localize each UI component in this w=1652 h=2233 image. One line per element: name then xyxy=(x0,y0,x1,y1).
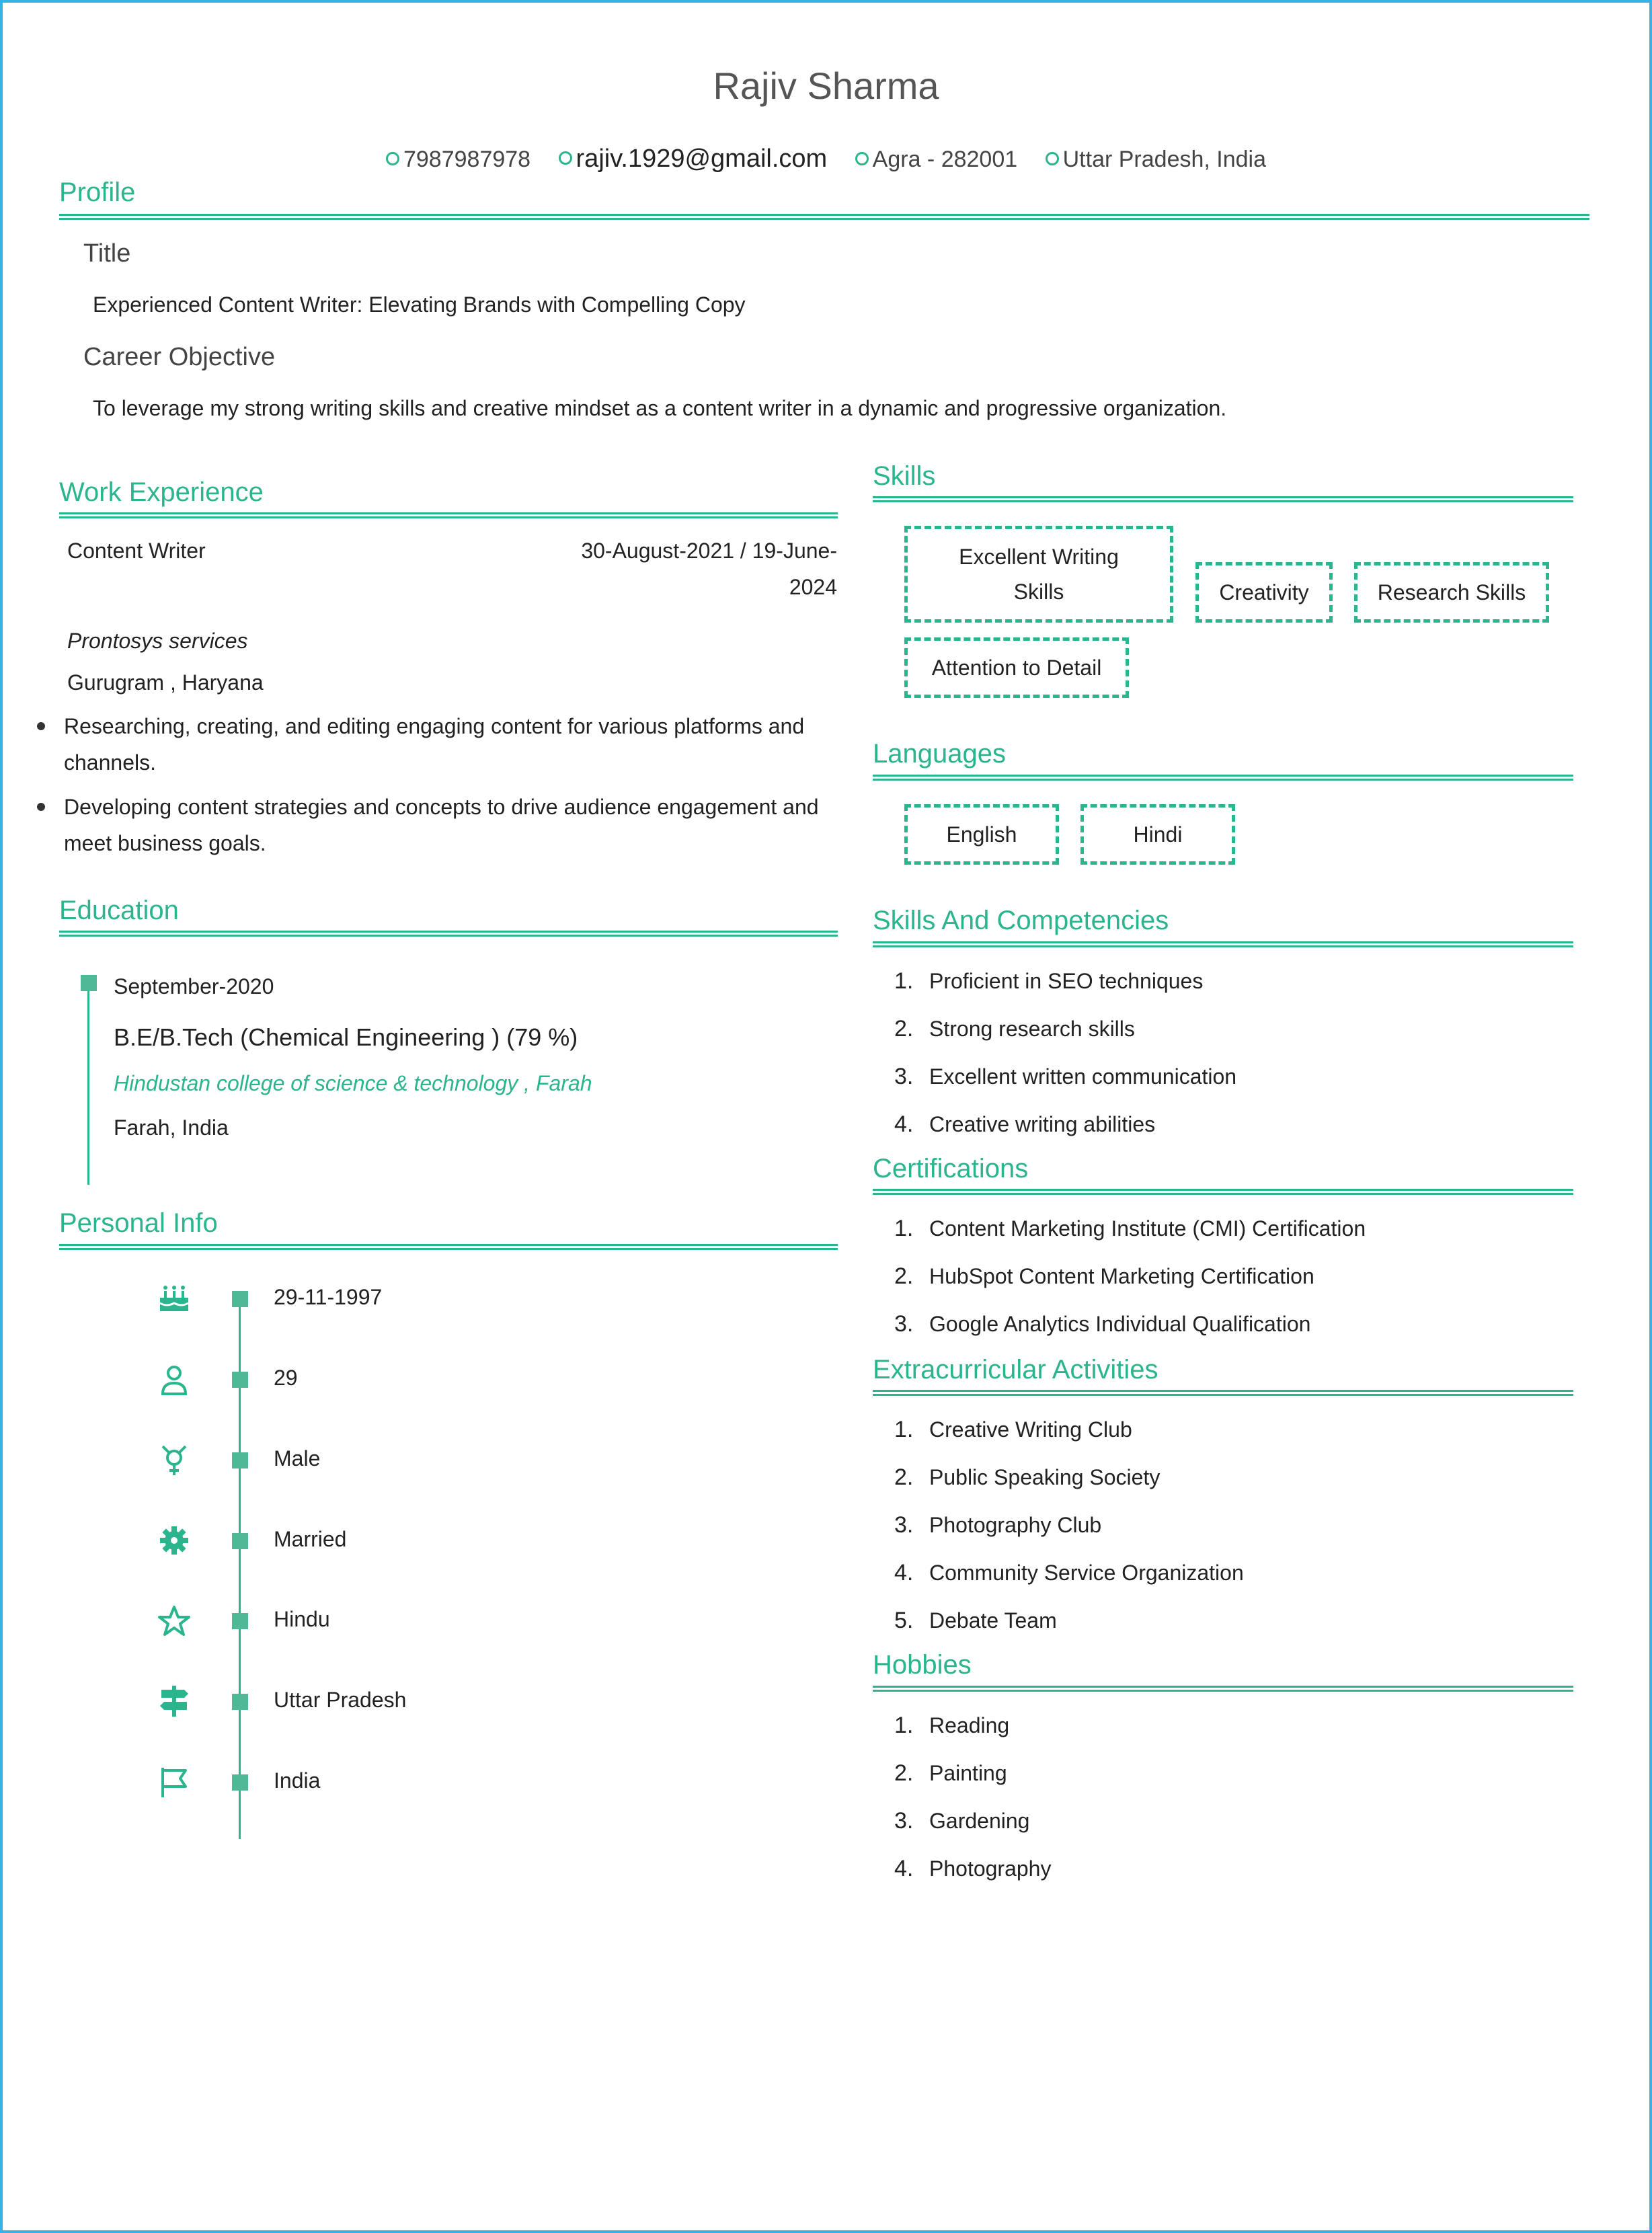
list-item: 4. Creative writing abilities xyxy=(894,1111,1156,1137)
list-item: 4. Photography xyxy=(894,1856,1052,1881)
list-item: 3. Gardening xyxy=(894,1808,1030,1834)
work-rule xyxy=(59,512,838,518)
timeline-marker-icon xyxy=(232,1694,248,1710)
skills-heading: Skills xyxy=(873,461,936,491)
extracurricular-heading: Extracurricular Activities xyxy=(873,1355,1158,1384)
personal-state: Uttar Pradesh xyxy=(274,1688,407,1712)
timeline-marker-icon xyxy=(232,1291,248,1307)
list-item: 2. HubSpot Content Marketing Certification xyxy=(894,1263,1314,1289)
skill-tag: Research Skills xyxy=(1354,562,1549,623)
list-item: 4. Community Service Organization xyxy=(894,1560,1244,1585)
star-icon xyxy=(157,1604,191,1638)
list-item: 3. Google Analytics Individual Qualification xyxy=(894,1311,1311,1337)
flag-icon xyxy=(157,1765,191,1799)
list-item: 2. Public Speaking Society xyxy=(894,1464,1161,1490)
personal-gender: Male xyxy=(274,1446,321,1471)
skill-tag: Creativity xyxy=(1195,562,1333,623)
list-item: 2. Strong research skills xyxy=(894,1016,1135,1042)
education-rule xyxy=(59,931,838,937)
bullet-circle-icon xyxy=(386,152,399,165)
gender-icon xyxy=(157,1443,191,1477)
title-label: Title xyxy=(83,239,131,268)
skills-rule xyxy=(873,496,1573,502)
education-college: Hindustan college of science & technology , Farah xyxy=(114,1071,592,1095)
bullet-circle-icon xyxy=(1046,152,1059,165)
education-degree: B.E/B.Tech (Chemical Engineering ) (79 %) xyxy=(114,1023,578,1051)
language-tag: Hindi xyxy=(1080,804,1235,865)
list-item: 5. Debate Team xyxy=(894,1608,1057,1633)
objective-label: Career Objective xyxy=(83,343,276,371)
timeline-marker-icon xyxy=(232,1372,248,1388)
bullet-circle-icon xyxy=(559,151,572,165)
work-bullet: Developing content strategies and concepts to drive audience engagement and meet business goals. xyxy=(64,789,824,861)
contact-bar xyxy=(0,145,1652,173)
timeline-marker-icon xyxy=(232,1452,248,1468)
birthday-cake-icon xyxy=(157,1282,191,1315)
education-heading: Education xyxy=(59,896,179,925)
candidate-name: Rajiv Sharma xyxy=(713,65,939,107)
extracurricular-rule xyxy=(873,1390,1573,1396)
contact-phone: 7987987978 xyxy=(386,147,530,173)
personal-country: India xyxy=(274,1768,321,1793)
timeline-marker-icon xyxy=(232,1613,248,1629)
work-dates: 30-August-2021 / 19-June-2024 xyxy=(581,539,837,599)
education-timeline xyxy=(87,975,89,1185)
personal-dob: 29-11-1997 xyxy=(274,1285,383,1309)
profile-heading: Profile xyxy=(59,178,136,207)
languages-rule xyxy=(873,775,1573,781)
bullet-dot-icon xyxy=(37,722,45,730)
objective-value: To leverage my strong writing skills and creative mindset as a content writer in a dynamic and progressive organization. xyxy=(93,396,1227,420)
contact-email[interactable]: rajiv.1929@gmail.com xyxy=(559,145,828,173)
personal-rule xyxy=(59,1244,838,1250)
work-location: Gurugram , Haryana xyxy=(67,670,264,695)
list-item: 3. Photography Club xyxy=(894,1512,1102,1538)
education-date: September-2020 xyxy=(114,974,274,998)
contact-city: Agra - 282001 xyxy=(855,147,1018,173)
title-value: Experienced Content Writer: Elevating Brands with Compelling Copy xyxy=(93,292,746,317)
languages-heading: Languages xyxy=(873,739,1006,769)
work-company: Prontosys services xyxy=(67,629,248,653)
signpost-icon xyxy=(157,1684,191,1718)
timeline-marker-icon xyxy=(232,1774,248,1791)
bullet-dot-icon xyxy=(37,803,45,811)
bullet-circle-icon xyxy=(855,152,869,165)
person-icon xyxy=(157,1363,191,1397)
work-role: Content Writer xyxy=(67,539,206,563)
contact-state: Uttar Pradesh, India xyxy=(1046,147,1266,173)
skill-tag: Excellent Writing Skills xyxy=(904,526,1173,623)
list-item: 1. Proficient in SEO techniques xyxy=(894,968,1204,994)
personal-religion: Hindu xyxy=(274,1607,330,1631)
work-bullet: Researching, creating, and editing engaging content for various platforms and channels. xyxy=(64,708,824,781)
list-item: 1. Creative Writing Club xyxy=(894,1417,1132,1442)
timeline-marker-icon xyxy=(81,975,97,991)
timeline-marker-icon xyxy=(232,1533,248,1549)
list-item: 2. Painting xyxy=(894,1760,1007,1786)
competencies-rule xyxy=(873,941,1573,947)
certifications-heading: Certifications xyxy=(873,1154,1029,1183)
list-item: 1. Reading xyxy=(894,1713,1010,1738)
certifications-rule xyxy=(873,1189,1573,1195)
list-item: 1. Content Marketing Institute (CMI) Certification xyxy=(894,1216,1366,1241)
gear-icon xyxy=(157,1524,191,1557)
work-heading: Work Experience xyxy=(59,477,264,507)
competencies-heading: Skills And Competencies xyxy=(873,906,1169,935)
personal-heading: Personal Info xyxy=(59,1208,218,1238)
language-tag: English xyxy=(904,804,1059,865)
personal-marital-status: Married xyxy=(274,1527,347,1551)
personal-age: 29 xyxy=(274,1366,298,1390)
skill-tag: Attention to Detail xyxy=(904,637,1129,698)
hobbies-rule xyxy=(873,1686,1573,1692)
hobbies-heading: Hobbies xyxy=(873,1650,972,1680)
education-place: Farah, India xyxy=(114,1115,229,1140)
list-item: 3. Excellent written communication xyxy=(894,1064,1237,1089)
profile-rule xyxy=(59,214,1589,220)
